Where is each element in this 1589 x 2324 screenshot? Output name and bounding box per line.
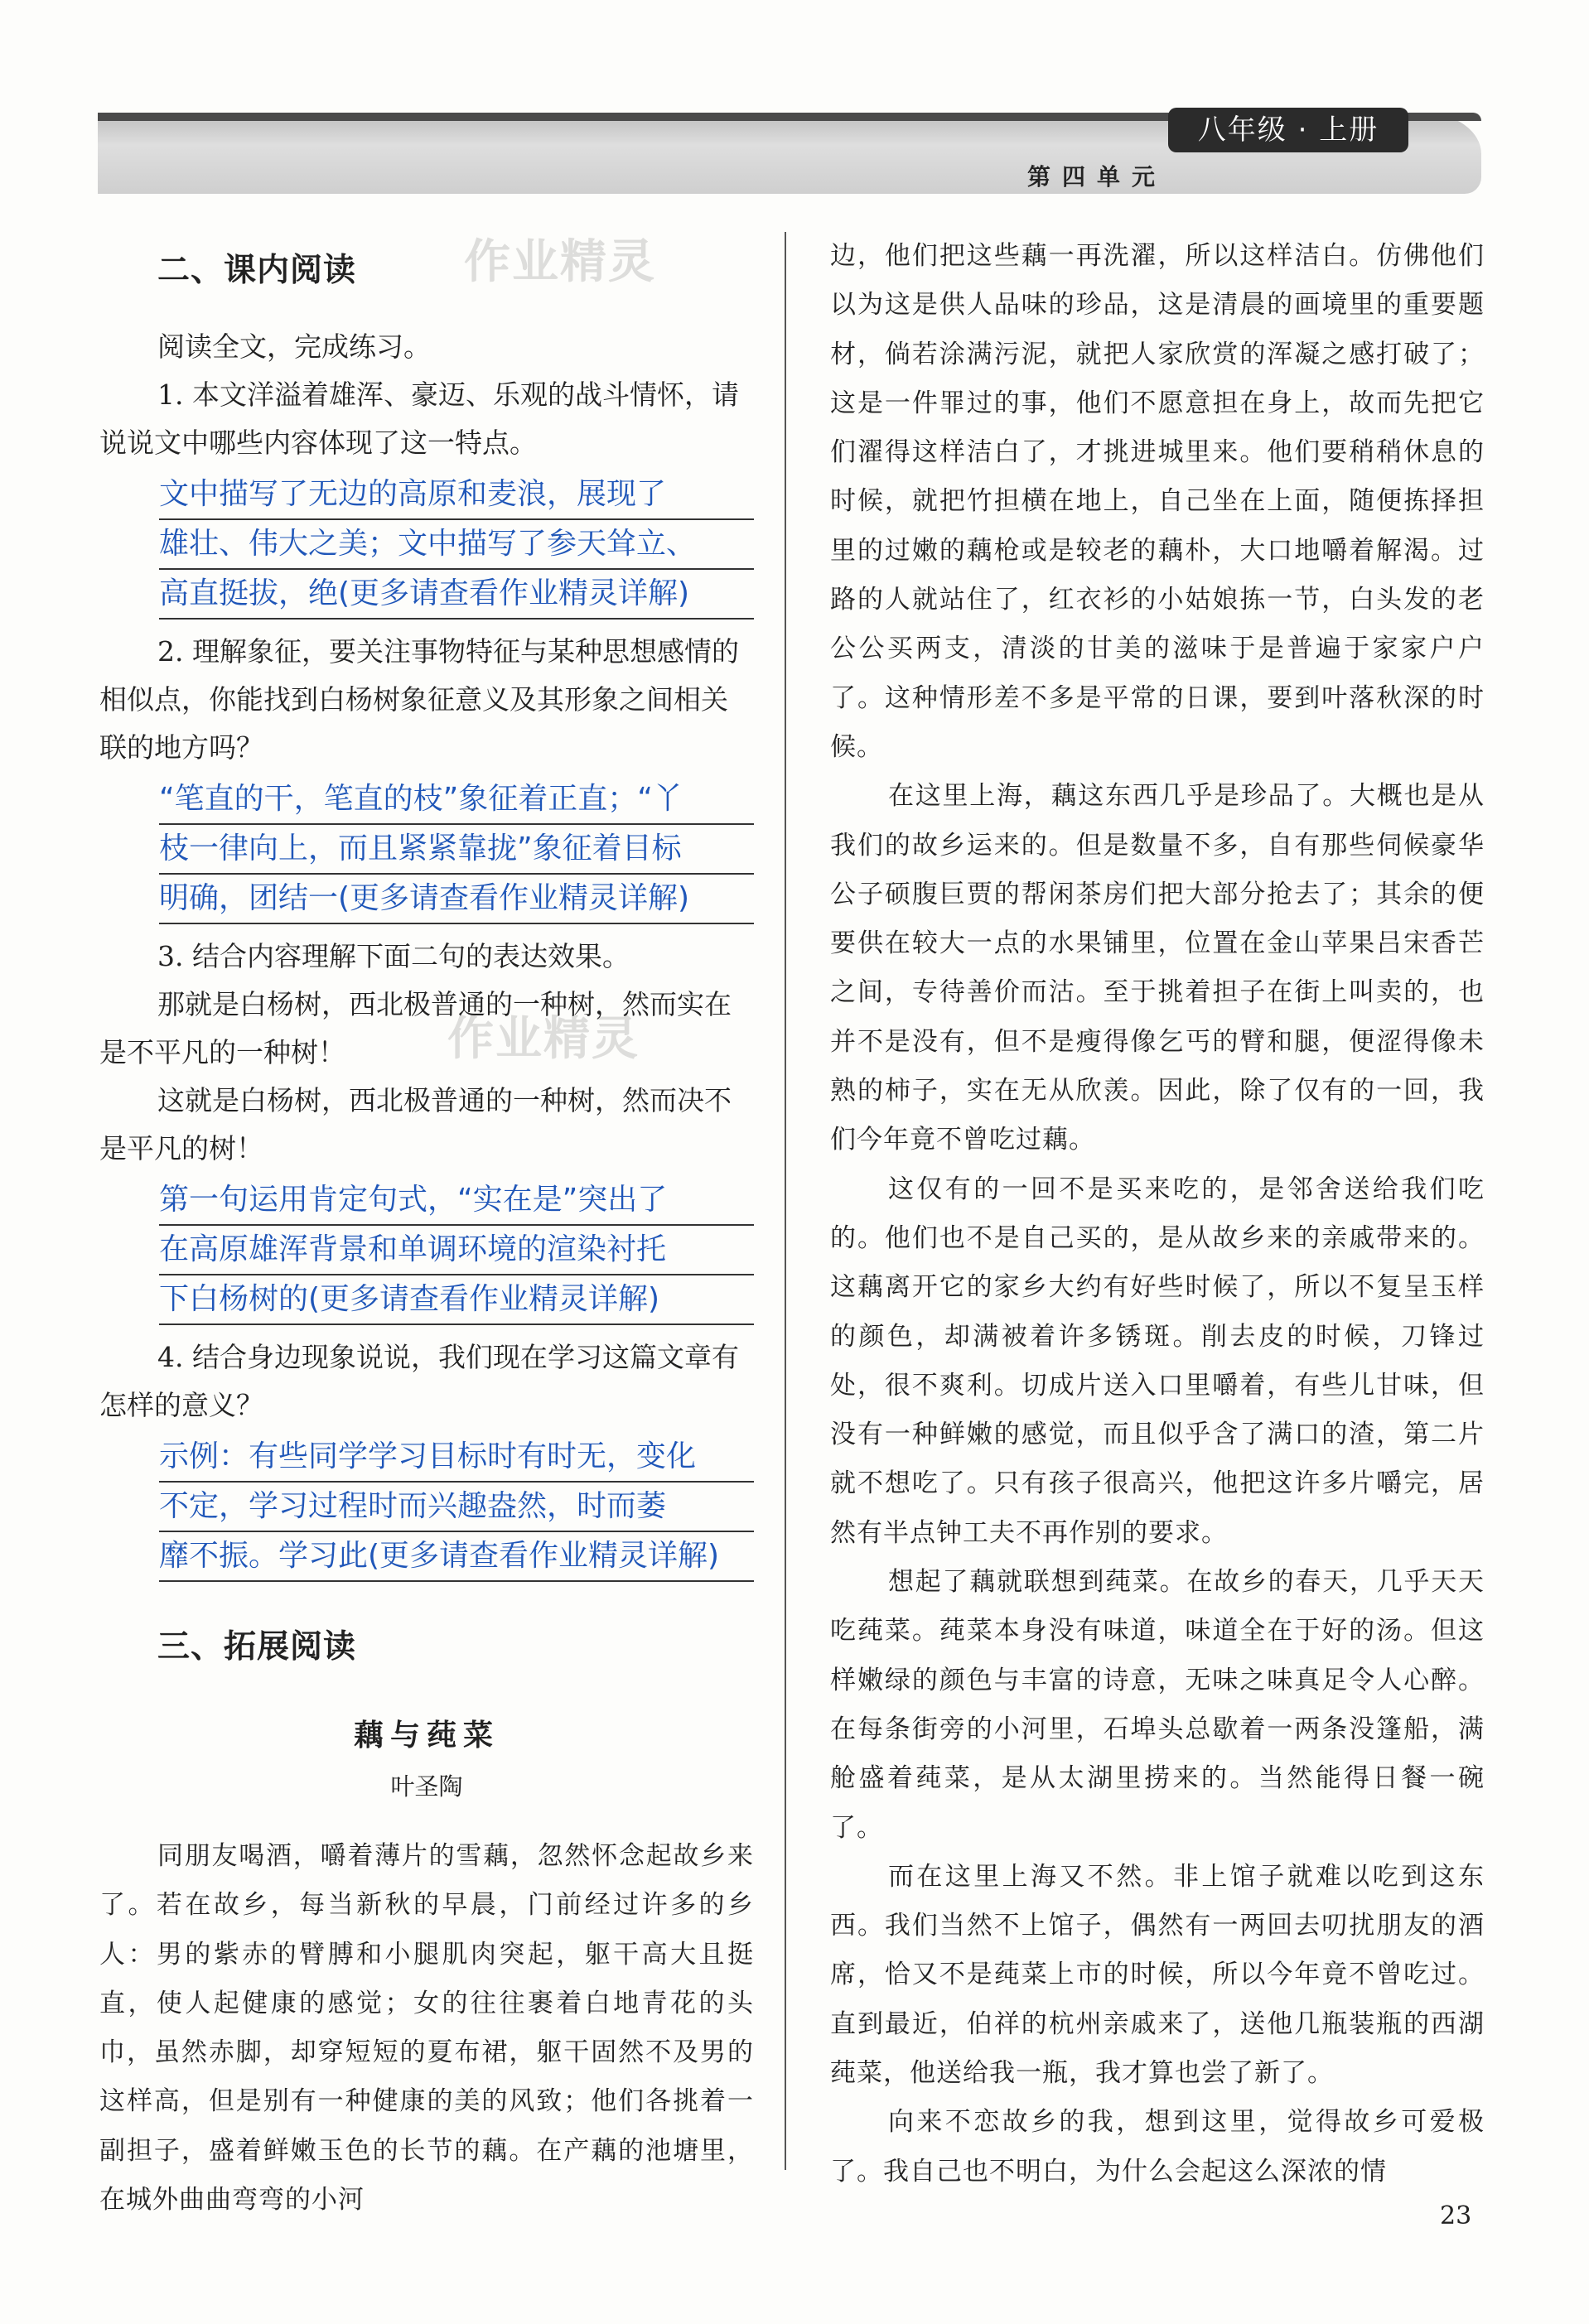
answer-2 xyxy=(159,775,754,924)
watermark: 作业精灵 xyxy=(464,235,656,289)
article-paragraph: 在这里上海，藕这东西几乎是珍品了。大概也是从我们的故乡运来的。但是数量不多，自有那些伺候豪华公子硕腹巨贾的帮闲茶房们把大部分抢去了；其余的便要供在较大一点的水果铺里，位置在金山苹果吕宋香芒之间，专待善价而沽。至于挑着担子在街上叫卖的，也并不是没有，但不是瘦得像乞丐的臂和腿，便涩得像未熟的柿子，实在无从欣羡。因此，除了仅有的一回，我们今年竟不曾吃过藕。 xyxy=(830,781,1485,1155)
answer-line: 文中描写了无边的高原和麦浪，展现了 xyxy=(159,470,754,520)
answer-line: 明确，团结一(更多请查看作业精灵详解) xyxy=(159,875,754,924)
answer-1 xyxy=(159,470,754,620)
instruction: 阅读全文，完成练习。 xyxy=(157,330,431,363)
answer-line: 第一句运用肯定句式，“实在是”突出了 xyxy=(159,1176,754,1226)
watermark: 作业精灵 xyxy=(447,1012,640,1066)
quote-sentence-2: 这就是白杨树，西北极普通的一种树，然而决不是平凡的树！ xyxy=(99,1084,732,1164)
question-4: 4. 结合身边现象说说，我们现在学习这篇文章有怎样的意义？ xyxy=(99,1341,739,1421)
grade-label: 八年级 · 上册 xyxy=(1168,108,1408,152)
answer-line: 示例：有些同学学习目标时有时无，变化 xyxy=(159,1433,754,1483)
article-paragraph: 这仅有的一回不是买来吃的，是邻舍送给我们吃的。他们也不是自己买的，是从故乡来的亲戚带来的。这藕离开它的家乡大约有好些时候了，所以不复呈玉样的颜色，却满被着许多锈斑。削去皮的时候，刀锋过处，很不爽利。切成片送入口里嚼着，有些儿甘味，但没有一种鲜嫩的感觉，而且似乎含了满口的渣，第二片就不想吃了。只有孩子很高兴，他把这许多片嚼完，居然有半点钟工夫不再作别的要求。 xyxy=(830,1174,1485,1548)
article-title: 藕与莼菜 xyxy=(353,1718,500,1753)
answer-line: 不定，学习过程时而兴趣盎然，时而萎 xyxy=(159,1483,754,1532)
unit-label: 第四单元 xyxy=(1027,163,1167,190)
page-number: 23 xyxy=(1440,2201,1472,2230)
article-paragraph: 同朋友喝酒，嚼着薄片的雪藕，忽然怀念起故乡来了。若在故乡，每当新秋的早晨，门前经过许多的乡人：男的紫赤的臂膊和小腿肌肉突起，躯干高大且挺直，使人起健康的感觉；女的往往裹着白地青花的头巾，虽然赤脚，却穿短短的夏布裙，躯干固然不及男的这样高，但是别有一种健康的美的风致；他们各挑着一副担子，盛着鲜嫩玉色的长节的藕。在产藕的池塘里，在城外曲曲弯弯的小河 xyxy=(99,1841,754,2216)
answer-line: 高直挺拔，绝(更多请查看作业精灵详解) xyxy=(159,570,754,620)
answer-line: 在高原雄浑背景和单调环境的渲染衬托 xyxy=(159,1226,754,1275)
left-column xyxy=(99,240,754,2225)
article-author: 叶圣陶 xyxy=(390,1772,463,1801)
answer-4 xyxy=(159,1433,754,1582)
question-1: 1. 本文洋溢着雄浑、豪迈、乐观的战斗情怀，请说说文中哪些内容体现了这一特点。 xyxy=(99,378,739,459)
article-paragraph: 向来不恋故乡的我，想到这里，觉得故乡可爱极了。我自己也不明白，为什么会起这么深浓的情 xyxy=(830,2107,1485,2187)
section-title: 二、课内阅读 xyxy=(157,252,357,289)
article-paragraph: 想起了藕就联想到莼菜。在故乡的春天，几乎天天吃莼菜。莼菜本身没有味道，味道全在于好的汤。但这样嫩绿的颜色与丰富的诗意，无味之味真足令人心醉。在每条街旁的小河里，石埠头总歇着一两条没篷船，满舱盛着莼菜，是从太湖里捞来的。当然能得日餐一碗了。 xyxy=(830,1567,1485,1843)
quote-sentence-1: 那就是白杨树，西北极普通的一种树，然而实在是不平凡的一种树！ xyxy=(99,988,732,1068)
answer-3 xyxy=(159,1176,754,1325)
question-3: 3. 结合内容理解下面二句的表达效果。 xyxy=(157,940,630,972)
article-paragraph: 而在这里上海又不然。非上馆子就难以吃到这东西。我们当然不上馆子，偶然有一两回去叨扰朋友的酒席，恰又不是莼菜上市的时候，所以今年竟不曾吃过。直到最近，伯祥的杭州亲戚来了，送他几瓶装瓶的西湖莼菜，他送给我一瓶，我才算也尝了新了。 xyxy=(830,1861,1485,2088)
answer-line: “笔直的干，笔直的枝”象征着正直；“丫 xyxy=(159,775,754,825)
article-paragraph: 边，他们把这些藕一再洗濯，所以这样洁白。仿佛他们以为这是供人品味的珍品，这是清晨的画境里的重要题材，倘若涂满污泥，就把人家欣赏的浑凝之感打破了；这是一件罪过的事，他们不愿意担在身上，故而先把它们濯得这样洁白了，才挑进城里来。他们要稍稍休息的时候，就把竹担横在地上，自己坐在上面，随便拣择担里的过嫩的藕枪或是较老的藕朴，大口地嚼着解渴。过路的人就站住了，红衣衫的小姑娘拣一节，白头发的老公公买两支，清淡的甘美的滋味于是普遍于家家户户了。这种情形差不多是平常的日课，要到叶落秋深的时候。 xyxy=(830,241,1485,762)
answer-line: 靡不振。学习此(更多请查看作业精灵详解) xyxy=(159,1532,754,1582)
answer-line: 下白杨树的(更多请查看作业精灵详解) xyxy=(159,1275,754,1325)
column-divider xyxy=(785,232,786,2170)
answer-line: 雄壮、伟大之美；文中描写了参天耸立、 xyxy=(159,520,754,570)
answer-line: 枝一律向上，而且紧紧靠拢”象征着目标 xyxy=(159,825,754,875)
right-column xyxy=(830,232,1485,2196)
question-2: 2. 理解象征，要关注事物特征与某种思想感情的相似点，你能找到白杨树象征意义及其形象之间相关联的地方吗？ xyxy=(99,635,739,764)
section-title: 三、拓展阅读 xyxy=(157,1628,357,1666)
